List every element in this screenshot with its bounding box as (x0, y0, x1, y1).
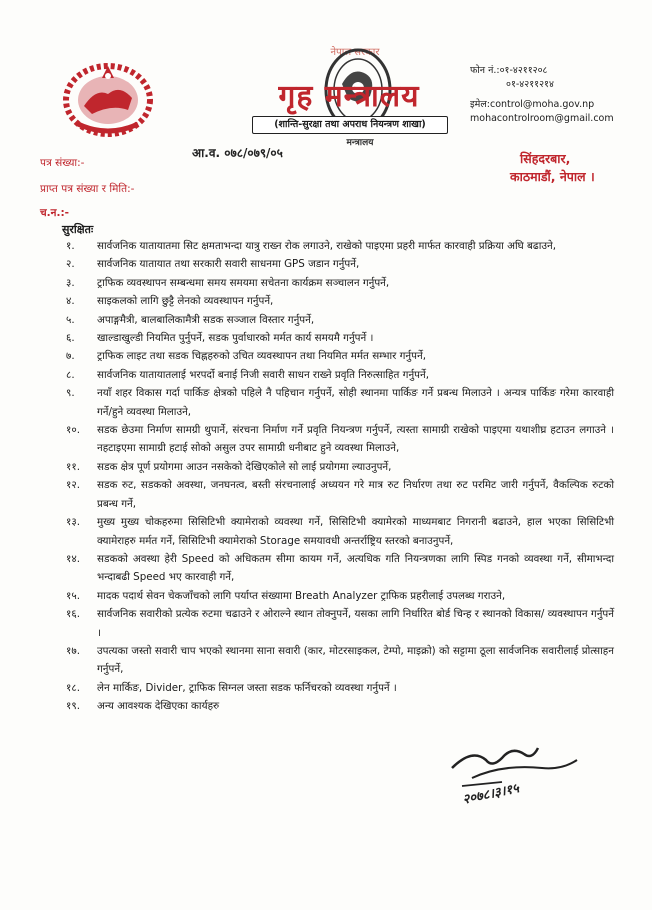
list-item (62, 366, 632, 384)
list-item-number: १८. (66, 681, 80, 694)
list-item-text: सडक छेउमा निर्माण सामग्री थुपार्ने, संरचना निर्माण गर्ने प्रवृति नियन्त्रण गर्नुपर्ने, त्यस्ता सामाग्री राखेको पाइएमा यथाशीघ्र हटाउन लगाउने । नहटाइएमा सामाग्री हटाई सोको असुल उपर सामाग्री धनीबाट हुने व्यवस्था मिलाउने, (97, 424, 614, 455)
list-item (62, 605, 632, 642)
list-item (62, 679, 632, 697)
list-item-number: १२. (66, 479, 80, 492)
list-item (62, 458, 632, 476)
received-letter-label: प्राप्त पत्र संख्या र मिति:- (40, 183, 135, 195)
ministry-subtitle: (शान्ति-सुरक्षा तथा अपराध नियन्त्रण शाखा) (252, 116, 448, 134)
contact-block (470, 64, 640, 126)
list-item-text: अन्य आवश्यक देखिएका कार्यहरु (97, 700, 220, 713)
list-item (62, 329, 632, 347)
list-item (62, 311, 632, 329)
recommendation-list (62, 237, 632, 716)
salutation: सुरक्षितः (62, 223, 94, 236)
list-item-number: १. (66, 240, 75, 252)
list-item (62, 384, 632, 421)
list-item-text: नयाँ शहर विकास गर्दा पार्किङ क्षेत्रको पहिले नै पहिचान गर्नुपर्ने, सोही स्थानमा पार्किङ गर्ने प्रबन्ध मिलाउने । अन्यत्र पार्किङ गरेमा कारवाही गर्ने/हुने व्यवस्था मिलाउने, (97, 387, 614, 418)
list-item-number: ६. (66, 332, 75, 345)
list-item-text: मादक पदार्थ सेवन चेकजाँचको लागि पर्याप्त संख्यामा Breath Analyzer ट्राफिक प्रहरीलाई उपलब्ध गराउने, (97, 589, 506, 602)
list-item-number: ४. (66, 295, 75, 308)
list-item-text: सार्वजनिक यातायातमा सिट क्षमताभन्दा यात्रु राख्न रोक लगाउने, राखेको पाइएमा प्रहरी मार्फत कारवाही प्रक्रिया अघि बढाउने, (97, 240, 556, 252)
list-item (62, 274, 632, 292)
ministry-name: गृह मन्त्रालय (278, 79, 420, 114)
list-item-text: सार्वजनिक सवारीको प्रत्येक रुटमा चढाउने र ओराल्ने स्थान तोक्नुपर्ने, यसका लागि निर्धारित बोर्ड चिन्ह र स्थानको विकास/ व्यवस्थापन गर्नुपर्ने । (97, 608, 614, 639)
location-line-2: काठमाडौं, नेपाल । (510, 169, 595, 184)
list-item-number: ११. (66, 460, 80, 473)
list-item (62, 421, 632, 458)
list-item-text: सडक क्षेत्र पूर्ण प्रयोगमा आउन नसकेको देखिएकोले सो लाई प्रयोगमा ल्याउनुपर्ने, (97, 460, 392, 473)
list-item-text: सडकको अवस्था हेरी Speed को अधिकतम सीमा कायम गर्ने, अत्यधिक गति नियन्त्रणका लागि स्पिड गनको व्यवस्था गर्ने, सीमाभन्दा भन्दाबढी Speed भए कारवाही गर्ने, (97, 552, 614, 584)
list-item-number: ३. (66, 276, 75, 289)
nepal-emblem-icon (62, 58, 154, 138)
phone-2: ०१-४२११२१४ (506, 79, 554, 90)
email-2: mohacontrolroom@gmail.com (470, 113, 614, 124)
list-item-number: २. (66, 258, 75, 271)
list-item (62, 476, 632, 513)
list-item (62, 587, 632, 605)
list-item-text: सार्वजनिक यातायातलाई भरपर्दो बनाई निजी सवारी साधन राख्ने प्रवृति निरुत्साहित गर्नुपर्ने, (97, 368, 430, 381)
dispatch-number-label: च.न.:- (40, 207, 70, 219)
list-item-number: ८. (66, 368, 75, 381)
signature-date: २०७८।३।१५ (461, 781, 521, 808)
list-item (62, 642, 632, 679)
list-item-text: सडक रुट, सडकको अवस्था, जनघनत्व, बस्ती संरचनालाई अध्ययन गरे मात्र रुट निर्धारण तथा रुट परमिट जारी गर्नुपर्ने, वैकल्पिक रुटको प्रबन्ध गर्ने, (97, 479, 614, 510)
fiscal-year-reference: आ.व. ०७८/०७९/०५ (192, 146, 283, 160)
list-item-number: १४. (66, 552, 80, 565)
list-item (62, 347, 632, 365)
list-item-number: १९. (66, 700, 80, 713)
list-item-number: ७. (66, 350, 75, 363)
list-item-number: १७. (66, 644, 80, 657)
email-1: इमेल:control@moha.gov.np (470, 99, 595, 110)
phone-1: फोन नं.:०१-४२११२०८ (470, 65, 548, 76)
list-item (62, 513, 632, 550)
location-line-1: सिंहदरबार, (520, 151, 571, 166)
list-item-text: उपत्यका जस्तो सवारी चाप भएको स्थानमा साना सवारी (कार, मोटरसाइकल, टेम्पो, माइक्रो) को सट्टामा ठूला सार्वजनिक सवारीलाई प्रोत्साहन गर्नुपर्ने, (97, 644, 614, 676)
list-item (62, 237, 632, 255)
list-item-number: १३. (66, 516, 80, 529)
ministry-footer-text: मन्त्रालय (346, 138, 374, 148)
list-item-text: ट्राफिक लाइट तथा सडक चिह्नहरुको उचित व्यवस्थापन तथा नियमित मर्मत सम्भार गर्नुपर्ने, (97, 350, 426, 363)
location-block (510, 150, 640, 186)
list-item-number: ५. (66, 313, 75, 326)
list-item-number: १०. (66, 424, 80, 437)
list-item (62, 697, 632, 715)
list-item-text: सार्वजनिक यातायात तथा सरकारी सवारी साधनमा GPS जडान गर्नुपर्ने, (97, 258, 360, 271)
list-item-text: लेन मार्किङ, Divider, ट्राफिक सिग्नल जस्ता सडक फर्निचरको व्यवस्था गर्नुपर्ने । (97, 681, 397, 694)
letter-number-label: पत्र संख्या:- (40, 157, 85, 169)
list-item (62, 255, 632, 273)
list-item-number: ९. (66, 387, 75, 400)
seal-top-text: नेपाल सरकार (330, 47, 380, 58)
list-item (62, 550, 632, 587)
list-item-text: ट्राफिक व्यवस्थापन सम्बन्धमा समय समयमा सचेतना कार्यक्रम सञ्चालन गर्नुपर्ने, (97, 276, 390, 289)
list-item (62, 292, 632, 310)
list-item-text: खाल्डाखुल्डी नियमित पुर्नुपर्ने, सडक पुर्वाधारको मर्मत कार्य समयमै गर्नुपर्ने । (97, 332, 374, 345)
list-item-text: साइकलको लागि छुट्टै लेनको व्यवस्थापन गर्नुपर्ने, (97, 295, 274, 308)
list-item-number: १५. (66, 589, 80, 602)
list-item-number: १६. (66, 608, 80, 621)
list-item-text: अपाङ्गमैत्री, बालबालिकामैत्री सडक सञ्जाल विस्तार गर्नुपर्ने, (97, 313, 315, 326)
list-item-text: मुख्य मुख्य चोकहरुमा सिसिटिभी क्यामेराको व्यवस्था गर्ने, सिसिटिभी क्यामेरको माध्यमबाट निगरानी बढाउने, हाल भएका सिसिटिभी क्यामेराहरु मर्मत गर्ने, सिसिटिभी क्यामेराको Storage समयावधी अन्तर्राष्ट्रिय स्तरको बनाउनुपर्ने, (97, 516, 614, 547)
